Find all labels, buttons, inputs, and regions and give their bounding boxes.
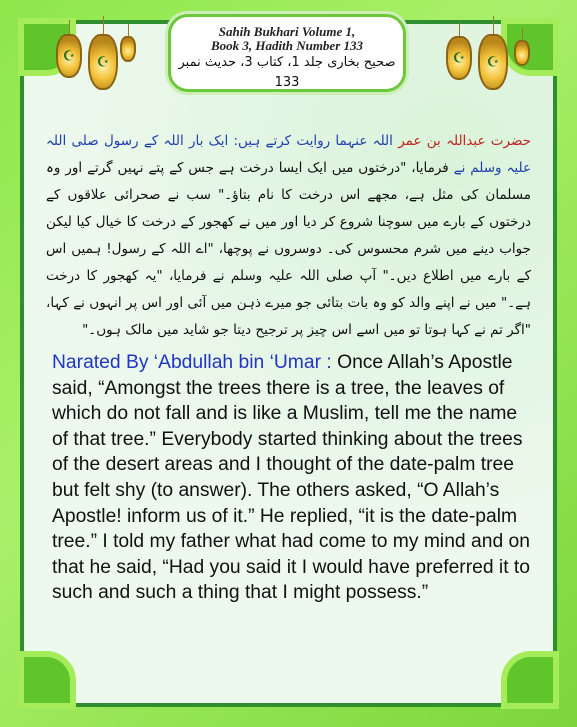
lantern-icon <box>446 22 472 84</box>
crescent-icon: ☪ <box>486 53 500 70</box>
lantern-icon <box>120 24 136 64</box>
urdu-body: فرمایا، "درختوں میں ایک ایسا درخت ہے جس کے پتے نہیں گرتے اور وہ مسلمان کی مثل ہے، مجھے اس درخت کا نام بتاؤ۔" سب نے صحرائی علاقوں کے درختوں کے بارے میں سوچنا شروع کر دیا اور میں نے کھجور کے درخت کا خیال کیا لیکن جواب دینے میں شرم محسوس کی۔ دوسروں نے پوچھا، "اے اللہ کے رسول! ہمیں اس کے بارے میں اطلاع دیں۔" آپ صلی اللہ علیہ وسلم نے فرمایا، "یہ کھجور کا درخت ہے۔" میں نے اپنے والد کو وہ بات بتائی جو میرے ذہن میں آئی اور اس پر انہوں نے کہا، "اگر تم نے کہا ہوتا تو میں اسے اس چیز پر ترجیح دیتا جو شاید میں مالک ہوں۔" <box>46 160 531 338</box>
title-urdu: صحیح بخاری جلد 1، کتاب 3، حدیث نمبر 133 <box>178 55 396 90</box>
title-line-2: Book 3, Hadith Number 133 <box>210 38 364 53</box>
urdu-intro: اللہ عنہما روایت کرتے ہیں: ایک بار اللہ کے رسول صلی اللہ علیہ وسلم نے <box>46 133 532 176</box>
lantern-icon <box>514 28 530 68</box>
urdu-narrator-name: حضرت عبداللہ بن عمر <box>398 133 532 149</box>
english-hadith-text <box>52 350 532 606</box>
english-body: Once Allah’s Apostle said, “Amongst the trees there is a tree, the leaves of which do not fall and is like a Muslim, tell me the name of that tree.” Everybody started thinking about the trees of the desert areas and I thought of the date-palm tree but felt shy (to answer). The others asked, “O Allah’s Apostle! inform us of it.” He replied, “it is the date-palm tree.” I told my father what had come to my mind and on that he said, “Had you said it I would have preferred it to such and such a thing that I might possess.” <box>52 352 531 604</box>
crescent-icon: ☪ <box>96 53 110 70</box>
corner-ornament <box>501 18 559 76</box>
urdu-hadith-text <box>46 128 531 344</box>
lantern-icon <box>478 16 508 96</box>
english-narrator: Narated By ‘Abdullah bin ‘Umar : <box>52 352 332 373</box>
title-plaque <box>168 14 406 92</box>
corner-ornament <box>501 651 559 709</box>
crescent-icon: ☪ <box>452 49 466 66</box>
lantern-icon <box>56 20 82 82</box>
crescent-icon: ☪ <box>62 47 76 64</box>
title-line-1: Sahih Bukhari Volume 1, <box>218 24 356 39</box>
lantern-icon <box>88 16 118 96</box>
corner-ornament <box>18 651 76 709</box>
